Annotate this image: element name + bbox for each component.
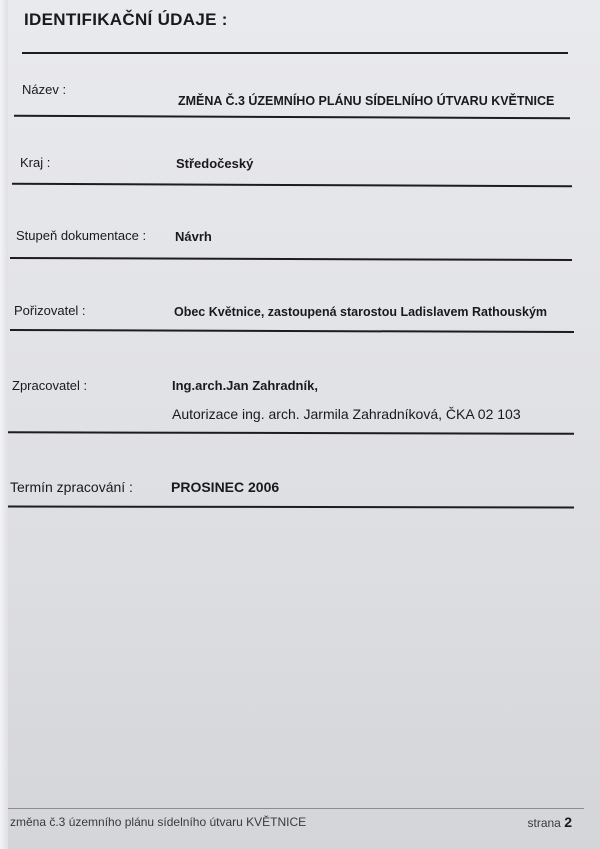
field-rule-stupen	[10, 257, 572, 261]
field-rule-porizovatel	[10, 329, 574, 333]
page-edge	[0, 0, 8, 849]
field-label-porizovatel: Pořizovatel :	[14, 303, 86, 318]
field-value-nazev: ZMĚNA Č.3 ÚZEMNÍHO PLÁNU SÍDELNÍHO ÚTVARU KVĚTNICE	[178, 94, 555, 108]
footer-page-indicator	[528, 814, 573, 830]
field-rule-termin	[8, 506, 574, 509]
field-value-kraj: Středočeský	[176, 156, 254, 171]
field-label-kraj: Kraj :	[20, 155, 51, 170]
title-rule	[22, 52, 568, 54]
footer-document-title: změna č.3 územního plánu sídelního útvaru KVĚTNICE	[10, 815, 307, 829]
field-value-zpracovatel-authorization: Autorizace ing. arch. Jarmila Zahradníková, ČKA 02 103	[172, 406, 521, 422]
field-label-nazev: Název :	[22, 82, 67, 97]
field-label-termin: Termín zpracování :	[10, 479, 133, 495]
field-rule-nazev	[14, 115, 570, 119]
footer-page-label: strana	[527, 816, 561, 830]
field-value-termin: PROSINEC 2006	[171, 479, 280, 495]
page-title: IDENTIFIKAČNÍ ÚDAJE :	[24, 10, 228, 29]
field-value-stupen: Návrh	[175, 229, 212, 244]
field-label-zpracovatel: Zpracovatel :	[12, 378, 88, 393]
footer-page-number: 2	[564, 814, 572, 830]
field-rule-zpracovatel	[8, 431, 574, 434]
footer-rule	[8, 808, 584, 809]
field-value-porizovatel: Obec Květnice, zastoupená starostou Ladislavem Rathouským	[174, 305, 548, 319]
field-rule-kraj	[12, 183, 572, 187]
field-value-zpracovatel-name: Ing.arch.Jan Zahradník,	[172, 378, 318, 393]
field-label-stupen: Stupeň dokumentace :	[16, 228, 147, 243]
